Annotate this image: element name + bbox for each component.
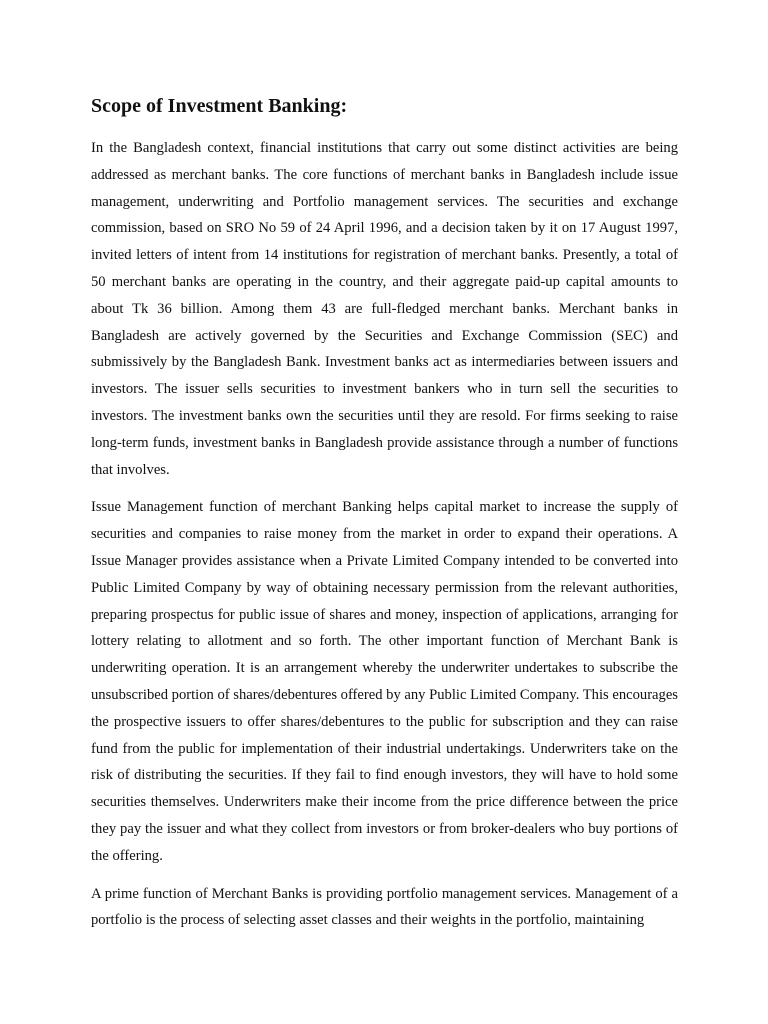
paragraph-overview: In the Bangladesh context, financial institutions that carry out some distinct activities are being addressed as merchant banks. The core functions of merchant banks in Bangladesh include issue management, underwriting and Portfolio management services. The securities and exchange commission, based on SRO No 59 of 24 April 1996, and a decision taken by it on 17 August 1997, invited letters of intent from 14 institutions for registration of merchant banks. Presently, a total of 50 merchant banks are operating in the country, and their aggregate paid-up capital amounts to about Tk 36 billion. Among them 43 are full-fledged merchant banks. Merchant banks in Bangladesh are actively governed by the Securities and Exchange Commission (SEC) and submissively by the Bangladesh Bank. Investment banks act as intermediaries between issuers and investors. The issuer sells securities to investment bankers who in turn sell the securities to investors. The investment banks own the securities until they are resold. For firms seeking to raise long-term funds, investment banks in Bangladesh provide assistance through a number of functions that involves. bbox=[91, 140, 678, 478]
document-body bbox=[91, 92, 678, 945]
paragraph-portfolio-management: A prime function of Merchant Banks is providing portfolio management services. Management of a portfolio is the process of selecting asset classes and their weights in the portfolio, maintaining bbox=[91, 885, 678, 929]
section-heading: Scope of Investment Banking: bbox=[91, 95, 348, 117]
paragraph-issue-management: Issue Management function of merchant Banking helps capital market to increase the supply of securities and companies to raise money from the market in order to expand their operations. A Issue Manager provides assistance when a Private Limited Company intended to be converted into Public Limited Company by way of obtaining necessary permission from the relevant authorities, preparing prospectus for public issue of shares and money, inspection of applications, arranging for lottery relating to allotment and so forth. The other important function of Merchant Bank is underwriting operation. It is an arrangement whereby the underwriter undertakes to subscribe the unsubscribed portion of shares/debentures offered by any Public Limited Company. This encourages the prospective issuers to offer shares/debentures to the public for subscription and they can raise fund from the public for implementation of their industrial undertakings. Underwriters take on the risk of distributing the securities. If they fail to find enough investors, they will have to hold some securities themselves. Underwriters make their income from the price difference between the price they pay the issuer and what they collect from investors or from broker-dealers who buy portions of the offering. bbox=[91, 499, 678, 864]
